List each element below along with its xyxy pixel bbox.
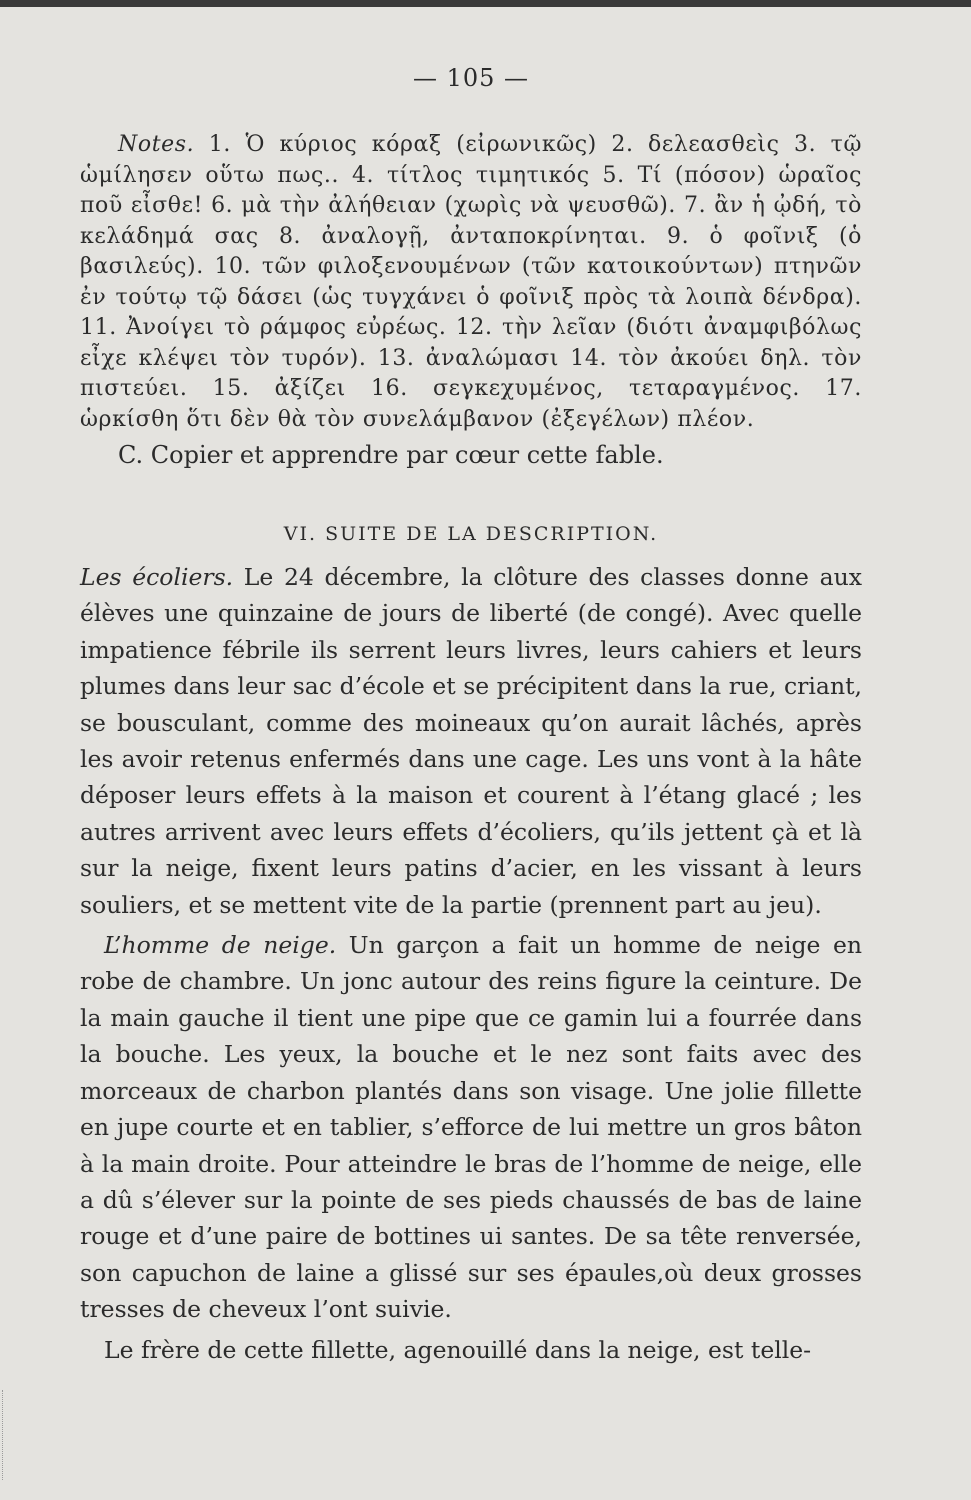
notes-block	[80, 130, 862, 435]
book-page	[80, 60, 862, 1368]
paragraph-homme-de-neige	[80, 927, 862, 1327]
paragraph-text: Le frère de cette fillette, agenouillé dans la neige, est telle-	[104, 1335, 812, 1364]
paragraph-ecoliers	[80, 559, 862, 923]
notes-label: Notes.	[118, 132, 195, 157]
notes-text: 1. Ὁ κύριος κόραξ (εἰρωνικῶς) 2. δελεασθεὶς 3. τῷ ὡμίλησεν οὕτω πως.. 4. τίτλος τιμητικός 5. Τί (πόσον) ὡραῖος ποῦ εἶσθε! 6. μὰ τὴν ἀλήθειαν (χωρὶς νὰ ψευσθῶ). 7. ἂν ἡ ᾠδή, τὸ κελάδημά σας 8. ἀναλογῇ, ἀνταποκρίνηται. 9. ὁ φοῖνιξ (ὁ βασιλεύς). 10. τῶν φιλοξενουμένων (τῶν κατοικούντων) πτηνῶν ἐν τούτῳ τῷ δάσει (ὡς τυγχάνει ὁ φοῖνιξ πρὸς τὰ λοιπὰ δένδρα). 11. Ἀνοίγει τὸ ράμφος εὐρέως. 12. τὴν λεῖαν (διότι ἀναμφιβόλως εἶχε κλέψει τὸν τυρόν). 13. ἀναλώμασι 14. τὸν ἀκούει δηλ. τὸν πιστεύει. 15. ἀξίζει 16. σεγκεχυμένος, τεταραγμένος. 17. ὡρκίσθη ὅτι δὲν θὰ τὸν συνελάμβανον (ἐξεγέλων) πλέον.	[80, 132, 862, 432]
paragraph-frere	[80, 1332, 862, 1368]
margin-marks	[2, 1390, 15, 1480]
paragraph-text: Le 24 décembre, la clôture des classes donne aux élèves une quinzaine de jours de liberté (de congé). Avec quelle impatience fébrile ils serrent leurs livres, leurs cahiers et leurs plumes dans leur sac d’école et se précipitent dans la rue, criant, se bousculant, comme des moineaux qu’on aurait lâchés, après les avoir retenus enfermés dans une cage. Les uns vont à la hâte déposer leurs effets à la maison et courent à l’étang glacé ; les autres arrivent avec leurs effets d’écoliers, qu’ils jettent çà et là sur la neige, fixent leurs patins d’acier, en les vissant à leurs souliers, et se mettent vite de la partie (prennent part au jeu).	[80, 563, 862, 919]
instruction-line: C. Copier et apprendre par cœur cette fable.	[118, 441, 664, 469]
page-number: — 105 —	[412, 64, 530, 92]
paragraph-lead: Les écoliers.	[80, 563, 234, 591]
section-title: VI. SUITE DE LA DESCRIPTION.	[283, 523, 659, 545]
paragraph-lead: L’homme de neige.	[104, 931, 337, 960]
paragraph-text: Un garçon a fait un homme de neige en robe de chambre. Un jonc autour des reins figure la ceinture. De la main gauche il tient une pipe que ce gamin lui a fourrée dans la bouche. Les yeux, la bouche et le nez sont faits avec des morceaux de charbon plantés dans son visage. Une jolie fillette en jupe courte et en tablier, s’efforce de lui mettre un gros bâton à la main droite. Pour atteindre le bras de l’homme de neige, elle a dû s’élever sur la pointe de ses pieds chaussés de bas de laine rouge et d’une paire de bottines ui santes. De sa tête renversée, son capuchon de laine a glissé sur ses épaules,où deux grosses tresses de cheveux l’ont suivie.	[80, 931, 862, 1324]
scan-top-edge	[0, 0, 971, 7]
